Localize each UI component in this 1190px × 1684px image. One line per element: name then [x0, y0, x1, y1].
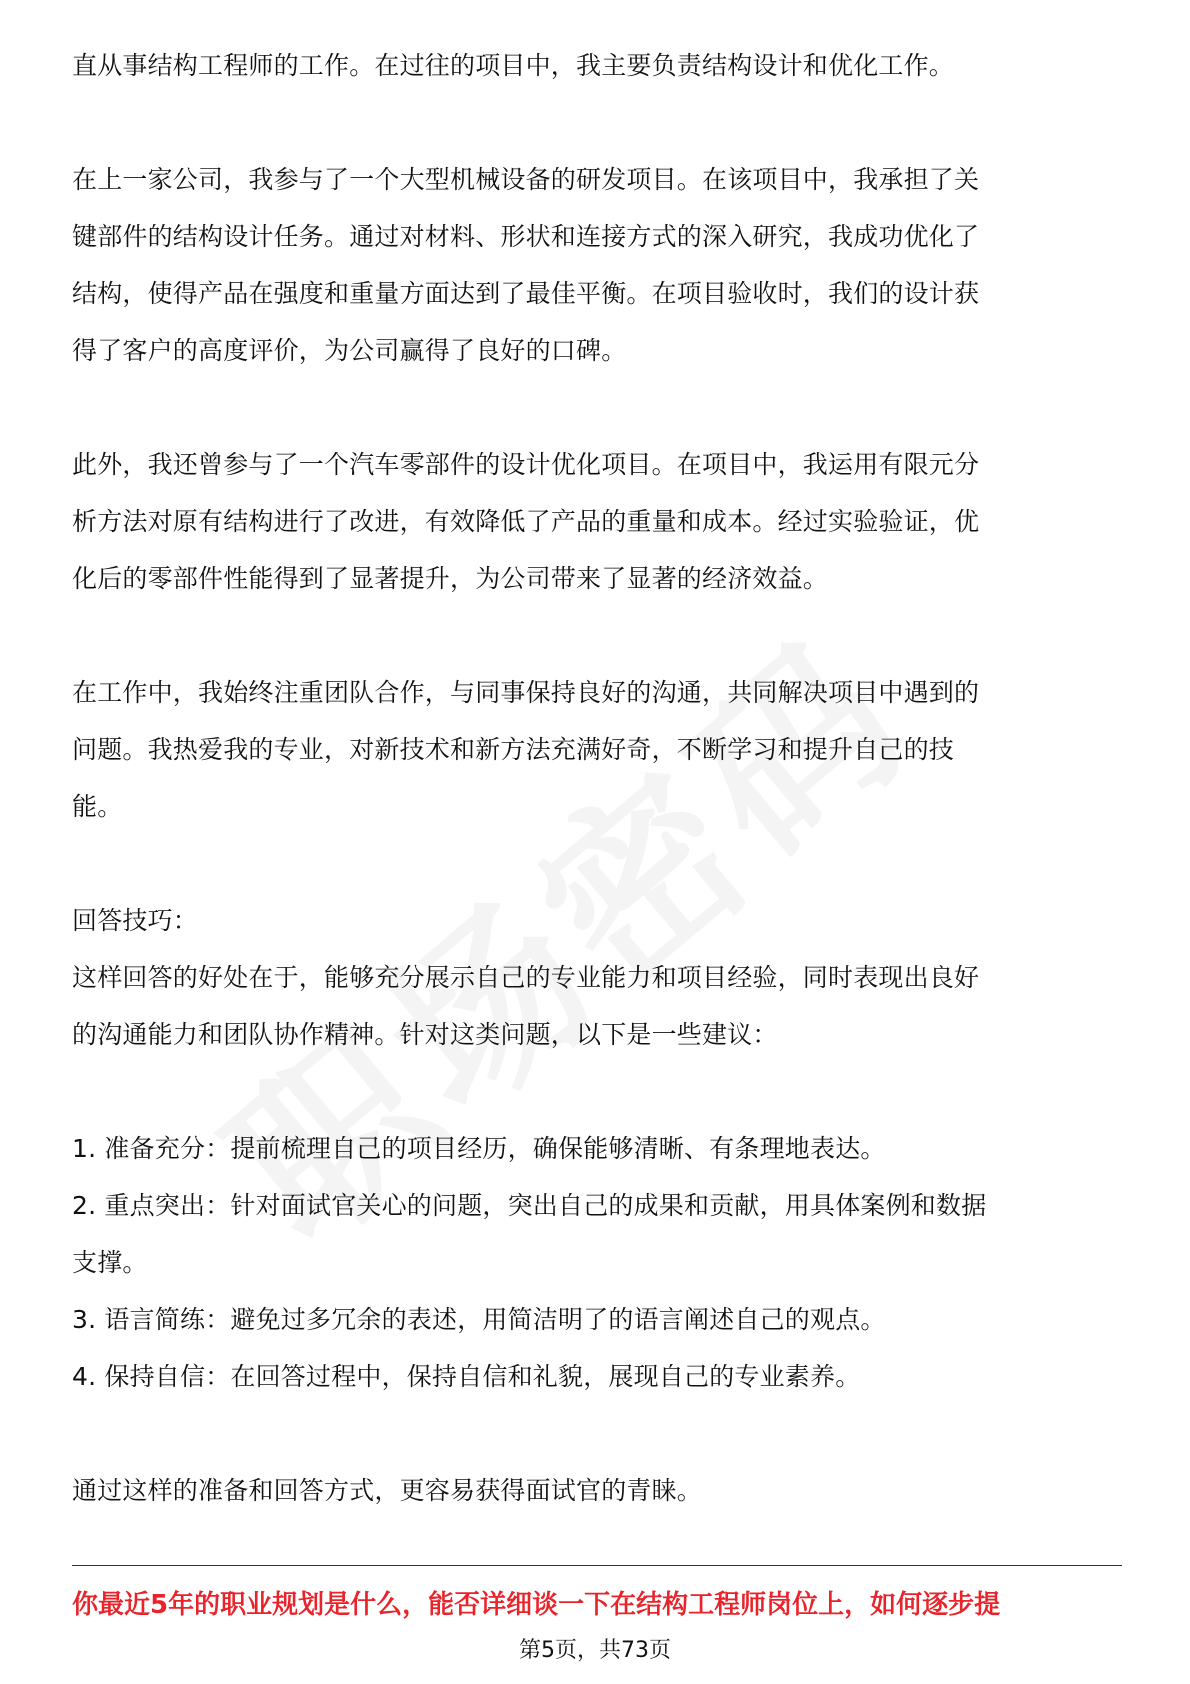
text-line: 在工作中，我始终注重团队合作，与同事保持良好的沟通，共同解决项目中遇到的 [72, 678, 980, 707]
blank-line [72, 379, 1122, 436]
divider [72, 1565, 1122, 1566]
text-line: 1. 准备充分：提前梳理自己的项目经历，确保能够清晰、有条理地表达。 [72, 1134, 886, 1163]
text-line: 支撑。 [72, 1248, 148, 1277]
text-line: 问题。我热爱我的专业，对新技术和新方法充满好奇，不断学习和提升自己的技 [72, 735, 955, 764]
text-line: 直从事结构工程师的工作。在过往的项目中，我主要负责结构设计和优化工作。 [72, 51, 955, 80]
blank-line [72, 94, 1122, 151]
text-line: 的沟通能力和团队协作精神。针对这类问题，以下是一些建议： [72, 1020, 778, 1049]
text-line: 析方法对原有结构进行了改进，有效降低了产品的重量和成本。经过实验验证，优 [72, 507, 980, 536]
blank-line [72, 1063, 1122, 1120]
page-footer: 第5页，共73页 [519, 1638, 671, 1663]
text-line: 化后的零部件性能得到了显著提升，为公司带来了显著的经济效益。 [72, 564, 829, 593]
blank-line [72, 1405, 1122, 1462]
text-line: 键部件的结构设计任务。通过对材料、形状和连接方式的深入研究，我成功优化了 [72, 222, 980, 251]
body-text [72, 37, 1122, 1519]
next-question: 你最近5年的职业规划是什么，能否详细谈一下在结构工程师岗位上，如何逐步提 [72, 1590, 1001, 1620]
text-line: 此外，我还曾参与了一个汽车零部件的设计优化项目。在项目中，我运用有限元分 [72, 450, 980, 479]
text-line: 结构，使得产品在强度和重量方面达到了最佳平衡。在项目验收时，我们的设计获 [72, 279, 980, 308]
text-line: 在上一家公司，我参与了一个大型机械设备的研发项目。在该项目中，我承担了关 [72, 165, 980, 194]
text-line: 得了客户的高度评价，为公司赢得了良好的口碑。 [72, 336, 627, 365]
text-line: 4. 保持自信：在回答过程中，保持自信和礼貌，展现自己的专业素养。 [72, 1362, 861, 1391]
text-line: 通过这样的准备和回答方式，更容易获得面试官的青睐。 [72, 1476, 703, 1505]
blank-line [72, 607, 1122, 664]
text-line: 这样回答的好处在于，能够充分展示自己的专业能力和项目经验，同时表现出良好 [72, 963, 980, 992]
text-line: 2. 重点突出：针对面试官关心的问题，突出自己的成果和贡献，用具体案例和数据 [72, 1191, 987, 1220]
text-line: 3. 语言简练：避免过多冗余的表述，用简洁明了的语言阐述自己的观点。 [72, 1305, 886, 1334]
text-line: 回答技巧： [72, 906, 199, 935]
text-line: 能。 [72, 792, 123, 821]
blank-line [72, 835, 1122, 892]
